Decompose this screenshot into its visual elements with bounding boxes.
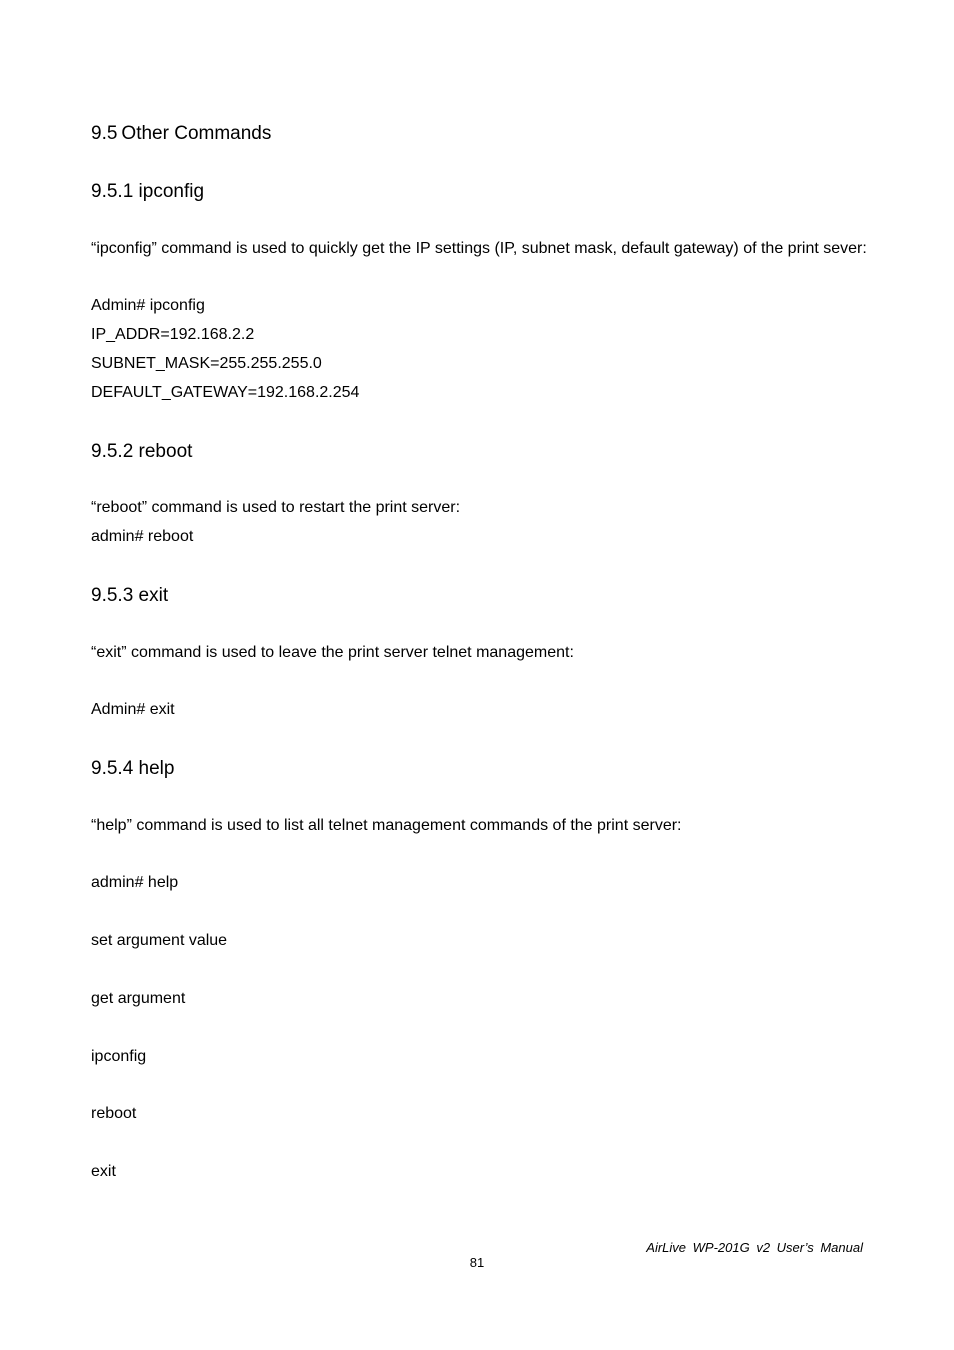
section-heading (91, 124, 271, 143)
reboot-description: “reboot” command is used to restart the print server: (91, 499, 461, 516)
ipconfig-line: Admin# ipconfig (91, 297, 205, 314)
reboot-heading: 9.5.2 reboot (91, 441, 193, 462)
help-line: ipconfig (91, 1048, 147, 1065)
section-title: Other Commands (121, 123, 272, 144)
ipconfig-line: DEFAULT_GATEWAY=192.168.2.254 (91, 384, 360, 401)
help-description: “help” command is used to list all telnet management commands of the print server: (91, 817, 682, 834)
ipconfig-line: SUBNET_MASK=255.255.255.0 (91, 355, 322, 372)
reboot-line: admin# reboot (91, 528, 194, 545)
help-line: set argument value (91, 932, 228, 949)
help-line: get argument (91, 990, 186, 1007)
page-number: 81 (469, 1255, 485, 1270)
exit-line: Admin# exit (91, 701, 175, 718)
ipconfig-line: IP_ADDR=192.168.2.2 (91, 326, 255, 343)
help-line: admin# help (91, 874, 179, 891)
help-line: exit (91, 1163, 116, 1180)
footer-manual-title: AirLive WP-201G v2 User’s Manual (646, 1240, 863, 1255)
exit-description: “exit” command is used to leave the print server telnet management: (91, 644, 574, 661)
ipconfig-description: “ipconfig” command is used to quickly get the IP settings (IP, subnet mask, default gateway) of the print sever: (91, 240, 867, 257)
ipconfig-heading: 9.5.1 ipconfig (91, 181, 205, 202)
section-number: 9.5 (91, 123, 118, 144)
help-heading: 9.5.4 help (91, 758, 175, 779)
exit-heading: 9.5.3 exit (91, 585, 169, 606)
help-line: reboot (91, 1105, 137, 1122)
